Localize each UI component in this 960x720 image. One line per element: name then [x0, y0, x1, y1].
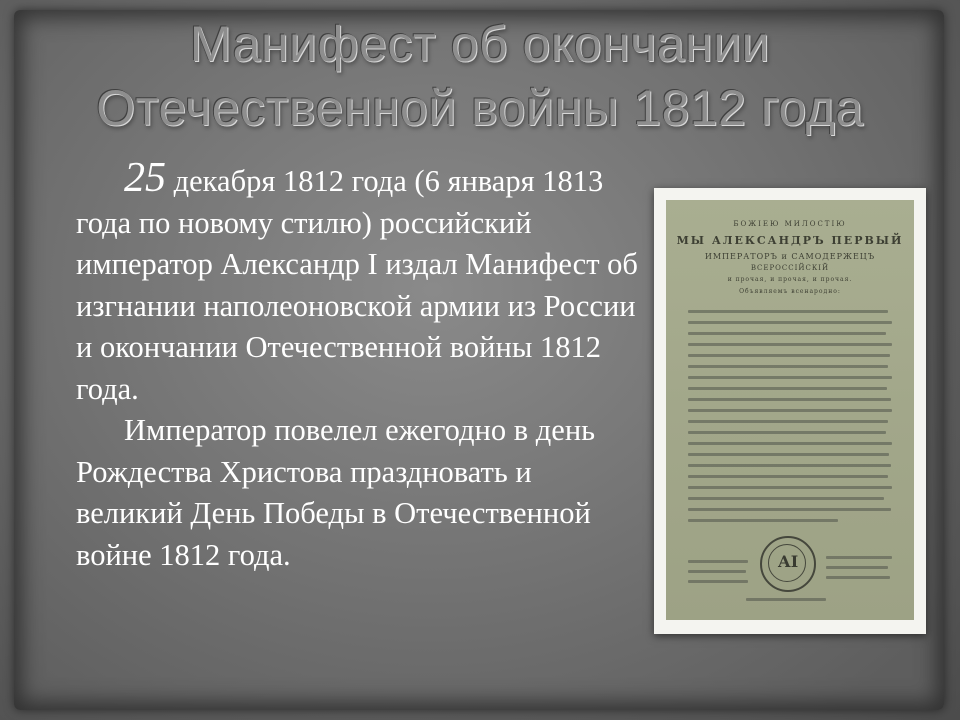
doc-text-line — [688, 475, 888, 478]
doc-text-line — [688, 519, 838, 522]
slide-title — [60, 12, 900, 140]
paragraph-1 — [76, 155, 646, 410]
doc-text-line — [688, 497, 884, 500]
doc-text-line — [688, 420, 888, 423]
paragraph-2 — [76, 410, 646, 576]
manifesto-paper — [666, 200, 914, 620]
doc-text-line — [688, 453, 889, 456]
imperial-seal-icon — [760, 536, 816, 592]
paragraph-1-text: декабря 1812 года (6 января 1813 года по новому стилю) российский император Александр I издал Манифест об изгнании наполеоновской армии из России и окончании Отечественной войны 1812 года. — [76, 164, 638, 406]
doc-text-line — [688, 486, 892, 489]
title-line-2: Отечественной войны 1812 года — [96, 80, 864, 136]
doc-text-line — [688, 431, 886, 434]
doc-text-line — [688, 354, 890, 357]
doc-heading-4: ВСЕРОССІЙСКІЙ — [750, 264, 830, 272]
title-line-1: Манифест об окончании — [189, 16, 771, 72]
doc-text-line — [688, 570, 746, 573]
doc-text-line — [688, 409, 892, 412]
doc-heading-1: БОЖІЕЮ МИЛОСТІЮ — [733, 220, 847, 228]
doc-text-line — [826, 576, 890, 579]
date-day: 25 — [124, 155, 166, 201]
doc-text-line — [688, 442, 892, 445]
doc-heading-5: и прочая, и прочая, и прочая. — [727, 276, 853, 283]
doc-text-line — [688, 310, 888, 313]
doc-text-line — [688, 580, 748, 583]
doc-heading-3: ИМПЕРАТОРЪ и САМОДЕРЖЕЦЪ — [704, 252, 876, 261]
doc-text-line — [688, 365, 888, 368]
doc-text-line — [826, 566, 888, 569]
doc-text-line — [826, 556, 892, 559]
seal-monogram: АI — [777, 552, 799, 571]
doc-text-line — [688, 332, 886, 335]
doc-text-line — [688, 398, 891, 401]
manifesto-document-image — [654, 188, 926, 634]
body-text — [76, 155, 646, 576]
doc-heading-2: МЫ АЛЕКСАНДРЪ ПЕРВЫЙ — [676, 234, 904, 247]
doc-text-line — [688, 464, 891, 467]
paragraph-2-text: Император повелел ежегодно в день Рождества Христова праздновать и великий День Победы в Отечественной войне 1812 года. — [76, 413, 596, 572]
doc-heading-6: Объявляемъ всенародно: — [739, 288, 841, 295]
doc-text-line — [688, 321, 892, 324]
doc-text-line — [688, 343, 892, 346]
doc-text-line — [746, 598, 826, 601]
doc-text-line — [688, 387, 887, 390]
doc-text-line — [688, 560, 748, 563]
doc-text-line — [688, 508, 891, 511]
doc-text-line — [688, 376, 892, 379]
